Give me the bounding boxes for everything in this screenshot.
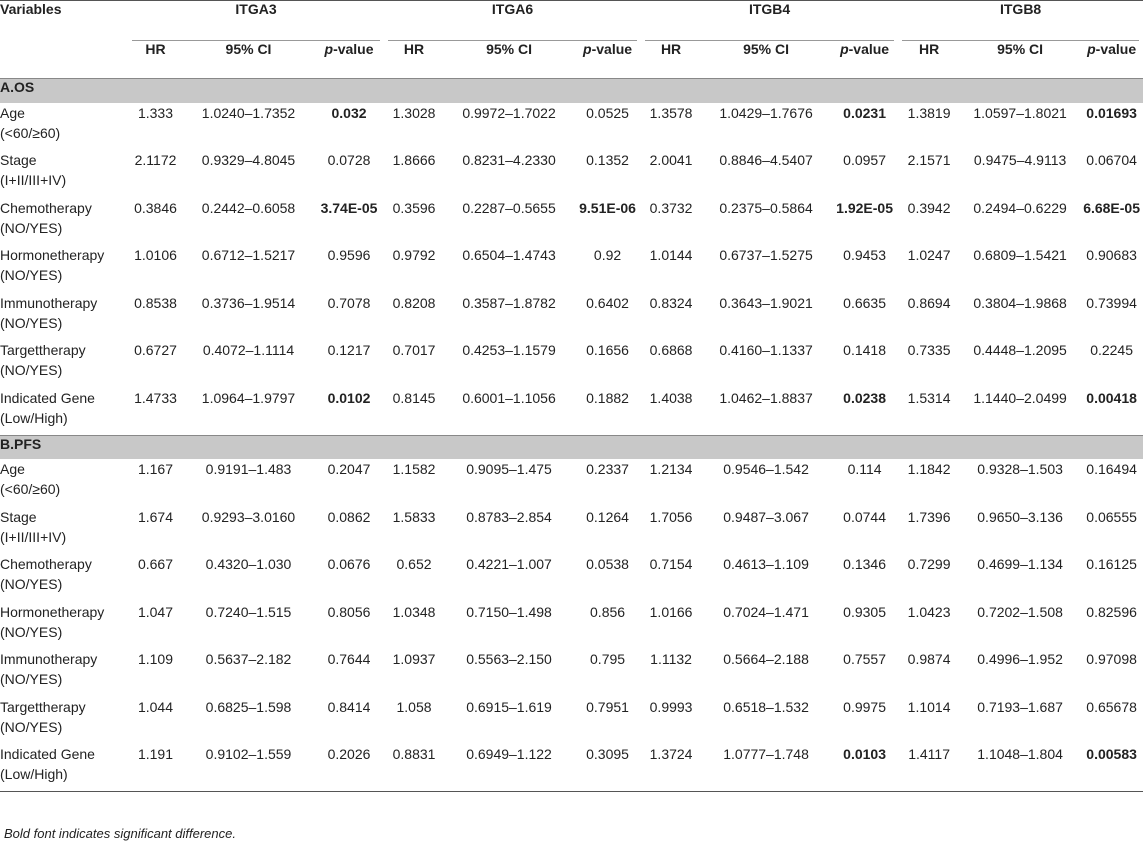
hr-cell: 1.0937	[392, 651, 436, 667]
table-body	[0, 79, 1143, 793]
ci-cell: 1.0462–1.8837	[719, 389, 813, 406]
variable-comparison: (I+II/III+IV)	[0, 172, 67, 188]
hr-cell: 1.058	[396, 698, 432, 715]
ci-cell: 1.0964–1.9797	[201, 389, 296, 406]
hr-cell: 1.5314	[907, 389, 951, 406]
pvalue-cell: 0.0525	[586, 104, 629, 121]
ci-cell: 0.3587–1.8782	[462, 294, 556, 311]
variable-cell	[0, 744, 128, 792]
pvalue-italic-p: p	[1087, 40, 1096, 57]
ci-cell: 0.4613–1.109	[723, 556, 809, 572]
variable-comparison: (NO/YES)	[0, 267, 63, 283]
pvalue-cell: 0.0676	[327, 556, 371, 572]
hr-cell: 1.047	[137, 603, 174, 620]
hr-cell: 0.8831	[392, 746, 436, 762]
table-row	[0, 459, 1143, 507]
hr-cell: 2.0041	[649, 152, 693, 168]
ci-cell: 0.8846–4.5407	[719, 152, 813, 168]
pvalue-cell: 0.1217	[327, 342, 371, 358]
pvalue-cell: 0.90683	[1086, 247, 1137, 263]
hr-cell: 1.3028	[392, 104, 436, 121]
ci-cell: 1.1440–2.0499	[973, 389, 1067, 406]
ci-cell: 0.4448–1.2095	[973, 342, 1067, 358]
ci-cell: 0.6737–1.5275	[719, 247, 813, 263]
section-row	[0, 79, 1143, 103]
hr-cell: 1.0144	[649, 247, 693, 263]
hr-cell: 1.8666	[392, 152, 436, 168]
hr-cell: 1.7056	[649, 508, 693, 525]
pvalue-cell: 0.7951	[586, 698, 629, 715]
table-row	[0, 150, 1143, 198]
variable-cell	[0, 150, 128, 198]
hr-cell: 1.0106	[134, 247, 177, 263]
ci-cell: 0.4253–1.1579	[462, 342, 556, 358]
variable-name: Indicated Gene	[0, 746, 95, 762]
ci-cell: 0.6949–1.122	[466, 746, 552, 762]
ci-cell: 0.3643–1.9021	[719, 294, 813, 311]
hr-cell: 1.109	[137, 651, 174, 667]
hr-cell: 1.674	[137, 508, 174, 525]
variable-name: Chemotherapy	[0, 556, 92, 572]
hr-cell: 1.4117	[908, 746, 950, 762]
ci-cell: 0.7240–1.515	[205, 603, 292, 620]
gene-header-itga3: ITGA3	[128, 1, 384, 41]
pvalue-cell: 0.0103	[843, 746, 886, 762]
variable-comparison: (<60/≥60)	[0, 124, 61, 141]
ci-cell: 0.4072–1.1114	[202, 342, 295, 358]
gene-header-itgb4: ITGB4	[641, 1, 898, 41]
pvalue-cell: 1.92E-05	[836, 199, 893, 216]
pvalue-suffix: -value	[1095, 40, 1137, 57]
ci-cell: 0.9191–1.483	[205, 461, 292, 477]
variable-comparison: (NO/YES)	[0, 718, 63, 735]
hr-cell: 0.9792	[392, 247, 436, 263]
variable-comparison: (NO/YES)	[0, 314, 63, 331]
pvalue-cell: 0.0231	[843, 104, 886, 121]
ci-cell: 0.7024–1.471	[723, 603, 809, 620]
ci-cell: 0.7202–1.508	[977, 603, 1063, 620]
pvalue-cell: 0.65678	[1086, 698, 1137, 715]
pvalue-cell: 0.6635	[843, 294, 886, 311]
pvalue-cell: 0.92	[593, 247, 622, 263]
pvalue-header	[314, 41, 384, 79]
pvalue-cell: 0.06555	[1086, 508, 1137, 525]
ci-cell: 0.2287–0.5655	[462, 199, 556, 216]
hr-cell: 1.4038	[649, 389, 693, 406]
table-row	[0, 649, 1143, 697]
ci-cell: 1.0240–1.7352	[201, 104, 296, 121]
pvalue-header	[1080, 41, 1143, 79]
variable-name: Targettherapy	[0, 698, 86, 715]
pvalue-cell: 0.1264	[586, 508, 629, 525]
hr-cell: 2.1172	[134, 152, 177, 168]
variable-name: Age	[0, 461, 25, 477]
pvalue-cell: 0.9596	[327, 247, 371, 263]
ci-cell: 0.3804–1.9868	[973, 294, 1067, 311]
ci-cell: 0.7150–1.498	[466, 603, 552, 620]
ci-cell: 0.7193–1.687	[977, 698, 1063, 715]
ci-cell: 0.9487–3.067	[723, 508, 809, 525]
gene-header-row	[0, 1, 1143, 41]
pvalue-italic-p: p	[840, 40, 849, 57]
pvalue-suffix: -value	[591, 40, 633, 57]
hr-cell: 1.333	[137, 104, 174, 121]
hr-cell: 1.5833	[392, 508, 436, 525]
ci-cell: 1.0597–1.8021	[973, 104, 1067, 121]
pvalue-italic-p: p	[324, 40, 334, 57]
hr-cell: 1.191	[137, 746, 174, 762]
ci-cell: 0.5664–2.188	[723, 651, 809, 667]
pvalue-header	[574, 41, 641, 79]
ci-cell: 0.4160–1.1337	[719, 342, 813, 358]
pvalue-cell: 0.0728	[327, 152, 371, 168]
ci-cell: 0.9546–1.542	[723, 461, 809, 477]
table-row	[0, 602, 1143, 650]
table-row	[0, 388, 1143, 436]
ci-header: 95% CI	[225, 40, 272, 57]
hr-header: HR	[403, 40, 425, 57]
hr-cell: 1.0348	[392, 603, 436, 620]
hr-cell: 0.8145	[392, 389, 436, 406]
pvalue-cell: 0.0744	[843, 508, 886, 525]
variable-cell	[0, 459, 128, 507]
ci-cell: 1.0777–1.748	[723, 746, 809, 762]
hr-cell: 1.1582	[392, 461, 436, 477]
hr-cell: 0.6727	[134, 342, 177, 358]
hr-cell: 0.3942	[907, 199, 951, 216]
table-row	[0, 744, 1143, 792]
pvalue-cell: 0.16494	[1086, 461, 1137, 477]
hr-cell: 0.7017	[392, 342, 436, 358]
pvalue-cell: 0.6402	[586, 294, 629, 311]
variable-cell	[0, 245, 128, 293]
ci-cell: 1.1048–1.804	[977, 746, 1063, 762]
pvalue-cell: 0.8414	[327, 698, 371, 715]
hr-cell: 1.3819	[907, 104, 951, 121]
table-row	[0, 340, 1143, 388]
ci-cell: 0.2375–0.5864	[719, 199, 813, 216]
variable-cell	[0, 293, 128, 341]
pvalue-cell: 0.00583	[1086, 746, 1137, 762]
variable-name: Stage	[0, 152, 37, 168]
variable-cell	[0, 554, 128, 602]
ci-cell: 0.5637–2.182	[205, 651, 292, 667]
hr-header: HR	[918, 40, 940, 57]
pvalue-header	[831, 41, 898, 79]
ci-cell: 0.9650–3.136	[977, 508, 1063, 525]
variable-comparison: (NO/YES)	[0, 623, 63, 640]
variable-name: Targettherapy	[0, 342, 86, 358]
pvalue-cell: 0.9975	[843, 698, 886, 715]
variable-cell	[0, 103, 128, 151]
hr-cell: 1.167	[137, 461, 174, 477]
pvalue-cell: 3.74E-05	[320, 199, 378, 216]
ci-cell: 0.9329–4.8045	[201, 152, 296, 168]
ci-cell: 0.5563–2.150	[466, 651, 552, 667]
ci-cell: 0.6915–1.619	[466, 698, 552, 715]
pvalue-cell: 0.0538	[586, 556, 629, 572]
gene-header-itga6: ITGA6	[384, 1, 641, 41]
hr-cell: 1.2134	[649, 461, 693, 477]
hr-cell: 1.7396	[907, 508, 951, 525]
hr-cell: 2.1571	[907, 152, 951, 168]
ci-cell: 0.6809–1.5421	[973, 247, 1067, 263]
hr-cell: 1.3724	[649, 746, 693, 762]
variable-cell	[0, 388, 128, 436]
hr-header: HR	[145, 40, 166, 57]
hr-cell: 0.3596	[392, 199, 436, 216]
hr-cell: 0.9874	[907, 651, 951, 667]
pvalue-cell: 0.7644	[327, 651, 371, 667]
hr-cell: 0.7154	[649, 556, 693, 572]
variable-comparison: (NO/YES)	[0, 362, 63, 378]
variable-comparison: (NO/YES)	[0, 219, 63, 236]
pvalue-italic-p: p	[583, 40, 592, 57]
ci-cell: 0.4221–1.007	[466, 556, 552, 572]
pvalue-cell: 0.0957	[843, 152, 886, 168]
pvalue-cell: 0.1346	[843, 556, 886, 572]
ci-cell: 0.9095–1.475	[466, 461, 552, 477]
ci-cell: 1.0429–1.7676	[719, 104, 813, 121]
ci-cell: 0.6518–1.532	[723, 698, 809, 715]
hr-cell: 1.4733	[134, 389, 177, 406]
pvalue-cell: 0.9305	[843, 603, 886, 620]
pvalue-cell: 9.51E-06	[579, 199, 636, 216]
pvalue-suffix: -value	[333, 40, 374, 57]
table-row	[0, 293, 1143, 341]
ci-cell: 0.2442–0.6058	[201, 199, 296, 216]
ci-cell: 0.6712–1.5217	[201, 247, 296, 263]
ci-cell: 0.6504–1.4743	[462, 247, 556, 263]
pvalue-cell: 0.2026	[327, 746, 371, 762]
hr-cell: 0.9993	[649, 698, 693, 715]
pvalue-cell: 0.06704	[1086, 152, 1137, 168]
variable-cell	[0, 697, 128, 745]
hr-cell: 1.0423	[907, 603, 951, 620]
hr-cell: 0.8694	[907, 294, 951, 311]
pvalue-cell: 0.00418	[1086, 389, 1137, 406]
hr-cell: 0.8538	[134, 294, 177, 311]
hr-cell: 0.7335	[907, 342, 951, 358]
hr-cell: 0.8208	[392, 294, 436, 311]
subheader-row	[0, 41, 1143, 79]
pvalue-cell: 0.9453	[843, 247, 886, 263]
gene-header-itgb8: ITGB8	[898, 1, 1143, 41]
table-row	[0, 507, 1143, 555]
pvalue-cell: 0.0862	[327, 508, 371, 525]
section-title: B.PFS	[0, 435, 1143, 459]
ci-cell: 0.6001–1.1056	[462, 389, 556, 406]
table-row	[0, 198, 1143, 246]
pvalue-cell: 0.01693	[1086, 104, 1137, 121]
variable-cell	[0, 649, 128, 697]
variable-name: Immunotherapy	[0, 294, 98, 311]
pvalue-cell: 0.2245	[1090, 342, 1134, 358]
hr-cell: 0.7299	[907, 556, 951, 572]
hr-cell: 1.044	[137, 698, 174, 715]
table-row	[0, 245, 1143, 293]
variable-comparison: (Low/High)	[0, 409, 68, 426]
ci-cell: 0.9102–1.559	[205, 746, 292, 762]
pvalue-cell: 0.1882	[586, 389, 629, 406]
bottom-rule	[0, 792, 1143, 793]
hr-cell: 0.652	[396, 556, 432, 572]
variable-name: Age	[0, 104, 25, 121]
ci-header: 95% CI	[997, 40, 1044, 57]
hr-cell: 0.3846	[134, 199, 177, 216]
variable-name: Chemotherapy	[0, 199, 92, 216]
ci-cell: 0.3736–1.9514	[201, 294, 296, 311]
variables-subheader-blank	[0, 41, 128, 79]
pvalue-cell: 0.1352	[586, 152, 629, 168]
table-row	[0, 554, 1143, 602]
pvalue-cell: 0.1418	[843, 342, 886, 358]
variable-cell	[0, 198, 128, 246]
pvalue-cell: 0.1656	[586, 342, 629, 358]
hr-cell: 0.8324	[649, 294, 693, 311]
pvalue-cell: 0.82596	[1086, 603, 1137, 620]
pvalue-cell: 0.8056	[327, 603, 371, 620]
variable-comparison: (<60/≥60)	[0, 481, 61, 497]
hr-cell: 1.3578	[649, 104, 693, 121]
pvalue-cell: 0.856	[590, 603, 626, 620]
ci-cell: 0.9328–1.503	[977, 461, 1063, 477]
pvalue-cell: 0.16125	[1086, 556, 1137, 572]
section-title: A.OS	[0, 79, 1143, 103]
pvalue-suffix: -value	[848, 40, 890, 57]
hr-cell: 0.6868	[649, 342, 693, 358]
ci-header: 95% CI	[486, 40, 532, 57]
variable-name: Immunotherapy	[0, 651, 98, 667]
ci-header: 95% CI	[743, 40, 790, 57]
pvalue-cell: 0.0238	[843, 389, 886, 406]
ci-cell: 0.6825–1.598	[205, 698, 292, 715]
variables-header: Variables	[0, 1, 128, 41]
pvalue-cell: 0.2337	[586, 461, 629, 477]
pvalue-cell: 0.7557	[843, 651, 886, 667]
ci-cell: 0.9972–1.7022	[462, 104, 556, 121]
hr-cell: 1.0166	[649, 603, 693, 620]
pvalue-cell: 0.73994	[1086, 294, 1137, 311]
variable-cell	[0, 602, 128, 650]
ci-cell: 0.4699–1.134	[977, 556, 1063, 572]
variable-cell	[0, 507, 128, 555]
variable-name: Indicated Gene	[0, 389, 95, 406]
ci-cell: 0.9293–3.0160	[201, 508, 296, 525]
variable-name: Hormonetherapy	[0, 247, 105, 263]
hr-cell: 1.0247	[907, 247, 951, 263]
pvalue-cell: 0.7078	[327, 294, 371, 311]
hr-cell: 1.1014	[907, 698, 951, 715]
hr-cell: 1.1842	[907, 461, 951, 477]
hr-header: HR	[660, 40, 682, 57]
ci-cell: 0.2494–0.6229	[973, 199, 1067, 216]
table-row	[0, 697, 1143, 745]
section-row	[0, 435, 1143, 459]
pvalue-cell: 0.114	[847, 461, 882, 477]
pvalue-cell: 6.68E-05	[1083, 199, 1141, 216]
ci-cell: 0.4320–1.030	[205, 556, 292, 572]
variable-comparison: (I+II/III+IV)	[0, 528, 67, 545]
variable-comparison: (Low/High)	[0, 766, 68, 782]
table-row	[0, 103, 1143, 151]
hr-cell: 0.667	[137, 556, 174, 572]
variable-comparison: (NO/YES)	[0, 576, 63, 592]
pvalue-cell: 0.795	[590, 651, 626, 667]
variable-comparison: (NO/YES)	[0, 671, 63, 687]
ci-cell: 0.9475–4.9113	[973, 152, 1067, 168]
ci-cell: 0.8231–4.2330	[462, 152, 556, 168]
pvalue-cell: 0.3095	[586, 746, 629, 762]
pvalue-cell: 0.0102	[327, 389, 371, 406]
pvalue-cell: 0.97098	[1086, 651, 1137, 667]
table-footnote: Bold font indicates significant difference.	[4, 826, 236, 841]
variable-name: Hormonetherapy	[0, 603, 105, 620]
pvalue-cell: 0.032	[331, 104, 367, 121]
pvalue-cell: 0.2047	[327, 461, 371, 477]
bottom-rule-cell	[0, 792, 1143, 793]
hr-cell: 0.3732	[649, 199, 693, 216]
ci-cell: 0.4996–1.952	[977, 651, 1063, 667]
hr-cell: 1.1132	[650, 651, 692, 667]
variable-cell	[0, 340, 128, 388]
ci-cell: 0.8783–2.854	[466, 508, 552, 525]
variable-name: Stage	[0, 508, 37, 525]
